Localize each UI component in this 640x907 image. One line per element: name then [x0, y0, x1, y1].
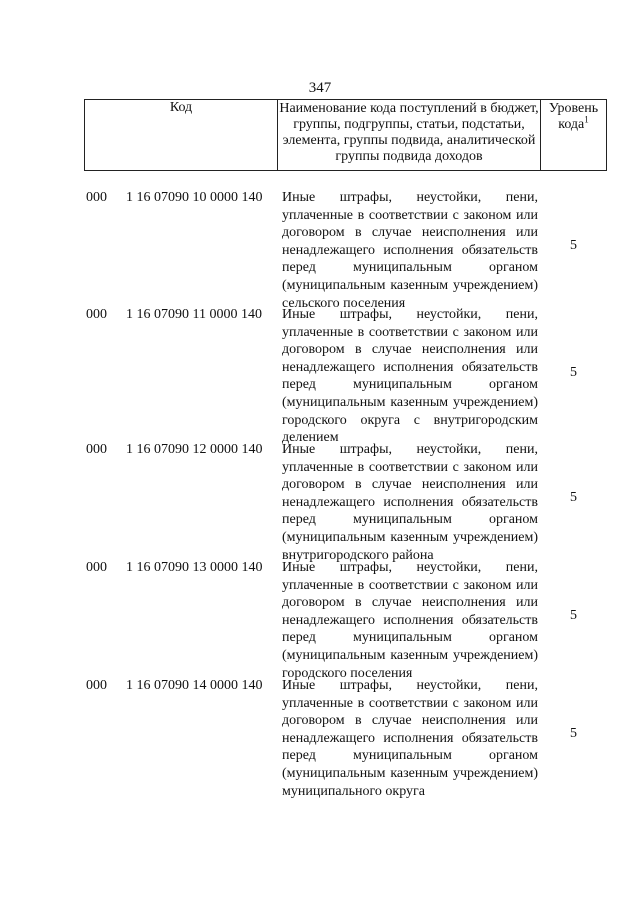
table-row: [86, 189, 606, 311]
row-name: Иные штрафы, неустойки, пени, уплаченные в соответствии с законом или договором в случае неисполнения или ненадлежащего исполнения обязательств перед муниципальным органом (муниципальным казенным учреждением) сельского поселения: [282, 190, 538, 311]
header-level-label: Уровень кода: [548, 101, 599, 132]
row-code: 1 16 07090 11 0000 140: [126, 307, 262, 322]
row-name: Иные штрафы, неустойки, пени, уплаченные в соответствии с законом или договором в случае неисполнения или ненадлежащего исполнения обязательств перед муниципальным органом (муниципальным казенным учреждением) городского поселения: [282, 560, 538, 681]
header-code: Код: [85, 100, 278, 171]
row-code: 1 16 07090 14 0000 140: [126, 678, 263, 693]
header-name: Наименование кода поступлений в бюджет, группы, подгруппы, статьи, подстатьи, элемента, группы подвида, аналитической группы подвида доходов: [278, 100, 541, 171]
row-level: 5: [570, 726, 577, 741]
page-number: 347: [308, 80, 332, 96]
row-admin-code: 000: [86, 190, 107, 205]
row-admin-code: 000: [86, 560, 107, 575]
row-admin-code: 000: [86, 307, 107, 322]
header-level: [541, 100, 607, 171]
row-code: 1 16 07090 13 0000 140: [126, 560, 263, 575]
row-name: Иные штрафы, неустойки, пени, уплаченные в соответствии с законом или договором в случае неисполнения или ненадлежащего исполнения обязательств перед муниципальным органом (муниципальным казенным учреждением) внутригородского района: [282, 442, 538, 563]
table-header: [84, 99, 607, 171]
row-admin-code: 000: [86, 678, 107, 693]
row-level: 5: [570, 238, 577, 253]
row-admin-code: 000: [86, 442, 107, 457]
table-row: [86, 306, 606, 446]
table-row: [86, 559, 606, 681]
row-level: 5: [570, 608, 577, 623]
row-level: 5: [570, 365, 577, 380]
row-code: 1 16 07090 10 0000 140: [126, 190, 263, 205]
header-level-footnote: 1: [584, 114, 589, 125]
row-name: Иные штрафы, неустойки, пени, уплаченные в соответствии с законом или договором в случае неисполнения или ненадлежащего исполнения обязательств перед муниципальным органом (муниципальным казенным учреждением) муниципального округа: [282, 678, 538, 799]
table-row: [86, 441, 606, 563]
row-code: 1 16 07090 12 0000 140: [126, 442, 263, 457]
table-row: [86, 677, 606, 799]
row-name: Иные штрафы, неустойки, пени, уплаченные в соответствии с законом или договором в случае неисполнения или ненадлежащего исполнения обязательств перед муниципальным органом (муниципальным казенным учреждением) городского округа с внутригородским делением: [282, 307, 538, 446]
row-level: 5: [570, 490, 577, 505]
